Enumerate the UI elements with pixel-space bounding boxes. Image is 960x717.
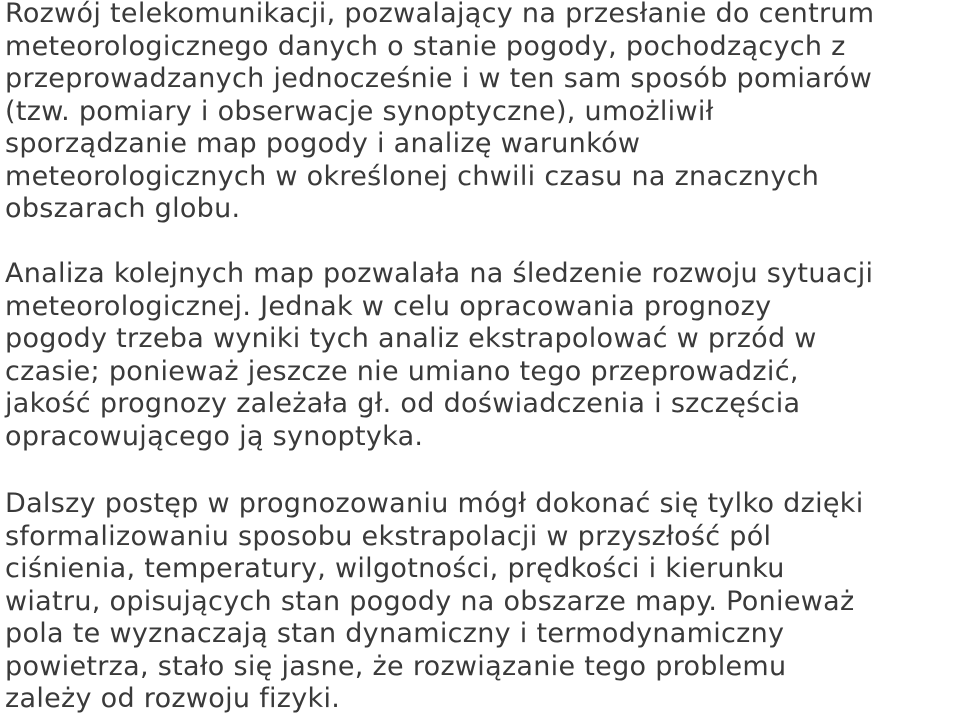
text-line: jakość prognozy zależała gł. od doświadczenia i szczęścia: [5, 388, 801, 419]
text-line: pogody trzeba wyniki tych analiz ekstrapolować w przód w: [5, 323, 817, 354]
text-line: Rozwój telekomunikacji, pozwalający na przesłanie do centrum: [5, 0, 875, 29]
text-line: czasie; ponieważ jeszcze nie umiano tego przeprowadzić,: [5, 356, 799, 387]
text-line: pola te wyznaczają stan dynamiczny i termodynamiczny: [5, 618, 785, 649]
text-line: meteorologicznego danych o stanie pogody, pochodzących z: [5, 31, 846, 62]
text-line: meteorologicznych w określonej chwili czasu na znacznych: [5, 161, 820, 192]
text-line: wiatru, opisujących stan pogody na obszarze mapy. Ponieważ: [5, 586, 855, 617]
text-line: przeprowadzanych jednocześnie i w ten sam sposób pomiarów: [5, 63, 873, 94]
text-line: sporządzanie map pogody i analizę warunków: [5, 128, 641, 159]
text-line: zależy od rozwoju fizyki.: [5, 683, 341, 714]
text-line: obszarach globu.: [5, 193, 241, 224]
text-line: meteorologicznej. Jednak w celu opracowania prognozy: [5, 291, 772, 322]
text-line: opracowującego ją synoptyka.: [5, 421, 424, 452]
text-line: Analiza kolejnych map pozwalała na śledzenie rozwoju sytuacji: [5, 258, 874, 289]
text-line: (tzw. pomiary i obserwacje synoptyczne), umożliwił: [5, 96, 714, 127]
text-line: sformalizowaniu sposobu ekstrapolacji w przyszłość pól: [5, 521, 772, 552]
text-line: Dalszy postęp w prognozowaniu mógł dokonać się tylko dzięki: [5, 488, 864, 519]
text-line: powietrza, stało się jasne, że rozwiązanie tego problemu: [5, 651, 787, 682]
text-line: ciśnienia, temperatury, wilgotności, prędkości i kierunku: [5, 553, 785, 584]
